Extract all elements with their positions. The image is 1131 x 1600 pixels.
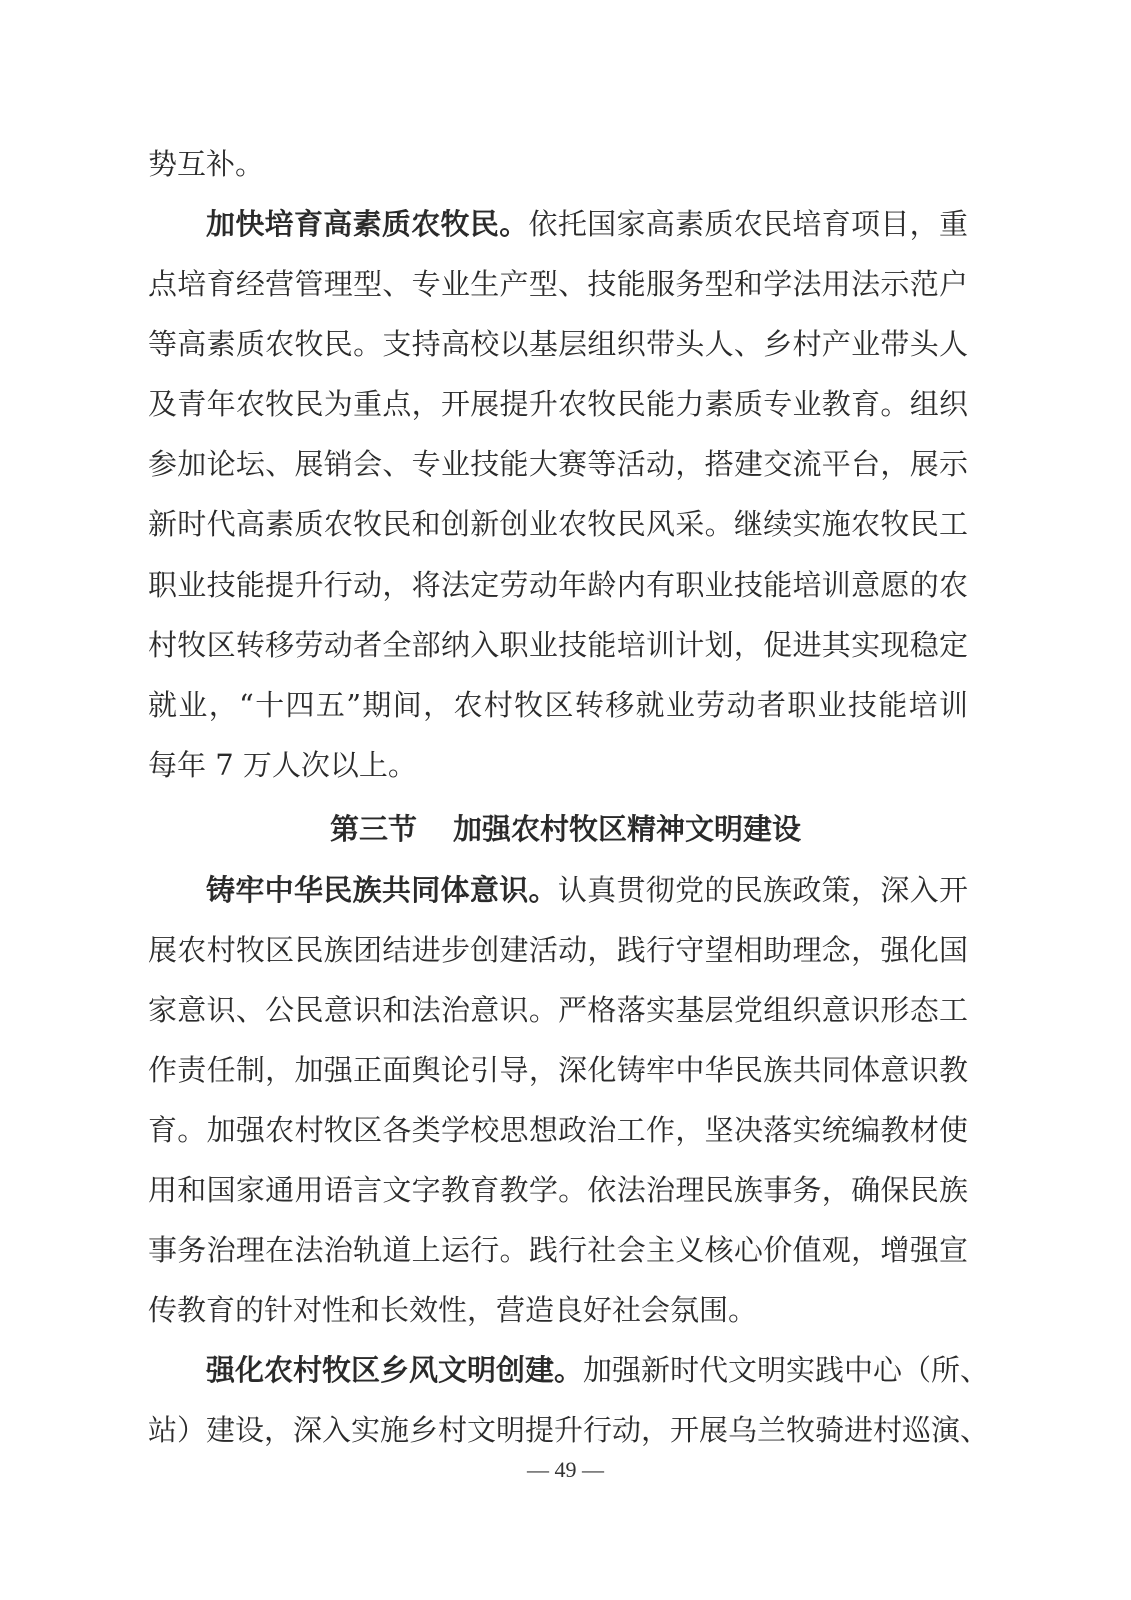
text-line: 势互补。	[148, 147, 265, 181]
text-line: 家意识、公民意识和法治意识。严格落实基层党组织意识形态工	[148, 992, 968, 1027]
text-line: 展农村牧区民族团结进步创建活动，践行守望相助理念，强化国	[148, 932, 968, 967]
text-line: 及青年农牧民为重点，开展提升农牧民能力素质专业教育。组织	[148, 387, 968, 422]
section-title: 加强农村牧区精神文明建设	[453, 812, 802, 847]
section-number: 第三节	[329, 812, 417, 847]
text-line: 村牧区转移劳动者全部纳入职业技能培训计划，促进其实现稳定	[148, 627, 968, 662]
text-line: 等高素质农牧民。支持高校以基层组织带头人、乡村产业带头人	[148, 327, 968, 362]
text-line: 用和国家通用语言文字教育教学。依法治理民族事务，确保民族	[148, 1172, 968, 1207]
paragraph-first-line	[206, 1342, 990, 1398]
paragraph-heading: 铸牢中华民族共同体意识。	[206, 872, 558, 907]
text-line: 事务治理在法治轨道上运行。践行社会主义核心价值观，增强宣	[148, 1232, 968, 1267]
text-line: 育。加强农村牧区各类学校思想政治工作，坚决落实统编教材使	[148, 1112, 968, 1147]
section-heading	[0, 801, 1131, 857]
paragraph-heading: 加快培育高素质农牧民。	[206, 207, 529, 242]
paragraph-heading: 强化农村牧区乡风文明创建。	[206, 1353, 584, 1387]
text-line: 点培育经营管理型、专业生产型、技能服务型和学法用法示范户	[148, 267, 968, 302]
text-line: 每年 7 万人次以上。	[148, 747, 417, 782]
paragraph-text: 认真贯彻党的民族政策，深入开	[557, 872, 968, 907]
text-line: 站）建设，深入实施乡村文明提升行动，开展乌兰牧骑进村巡演、	[148, 1413, 990, 1448]
text-line: 职业技能提升行动，将法定劳动年龄内有职业技能培训意愿的农	[148, 567, 968, 602]
page-number: — 49 —	[527, 1457, 604, 1482]
text-line: 就业，“十四五”期间，农村牧区转移就业劳动者职业技能培训	[148, 687, 968, 722]
text-line: 新时代高素质农牧民和创新创业农牧民风采。继续实施农牧民工	[148, 507, 968, 542]
paragraph-first-line	[206, 196, 968, 252]
paragraph-text: 依托国家高素质农民培育项目，重	[528, 207, 968, 242]
text-line: 传教育的针对性和长效性，营造良好社会氛围。	[148, 1293, 758, 1327]
paragraph-first-line	[206, 862, 968, 918]
text-line: 作责任制，加强正面舆论引导，深化铸牢中华民族共同体意识教	[148, 1052, 968, 1087]
paragraph-text: 加强新时代文明实践中心（所、	[583, 1353, 990, 1387]
text-line: 参加论坛、展销会、专业技能大赛等活动，搭建交流平台，展示	[148, 447, 968, 482]
